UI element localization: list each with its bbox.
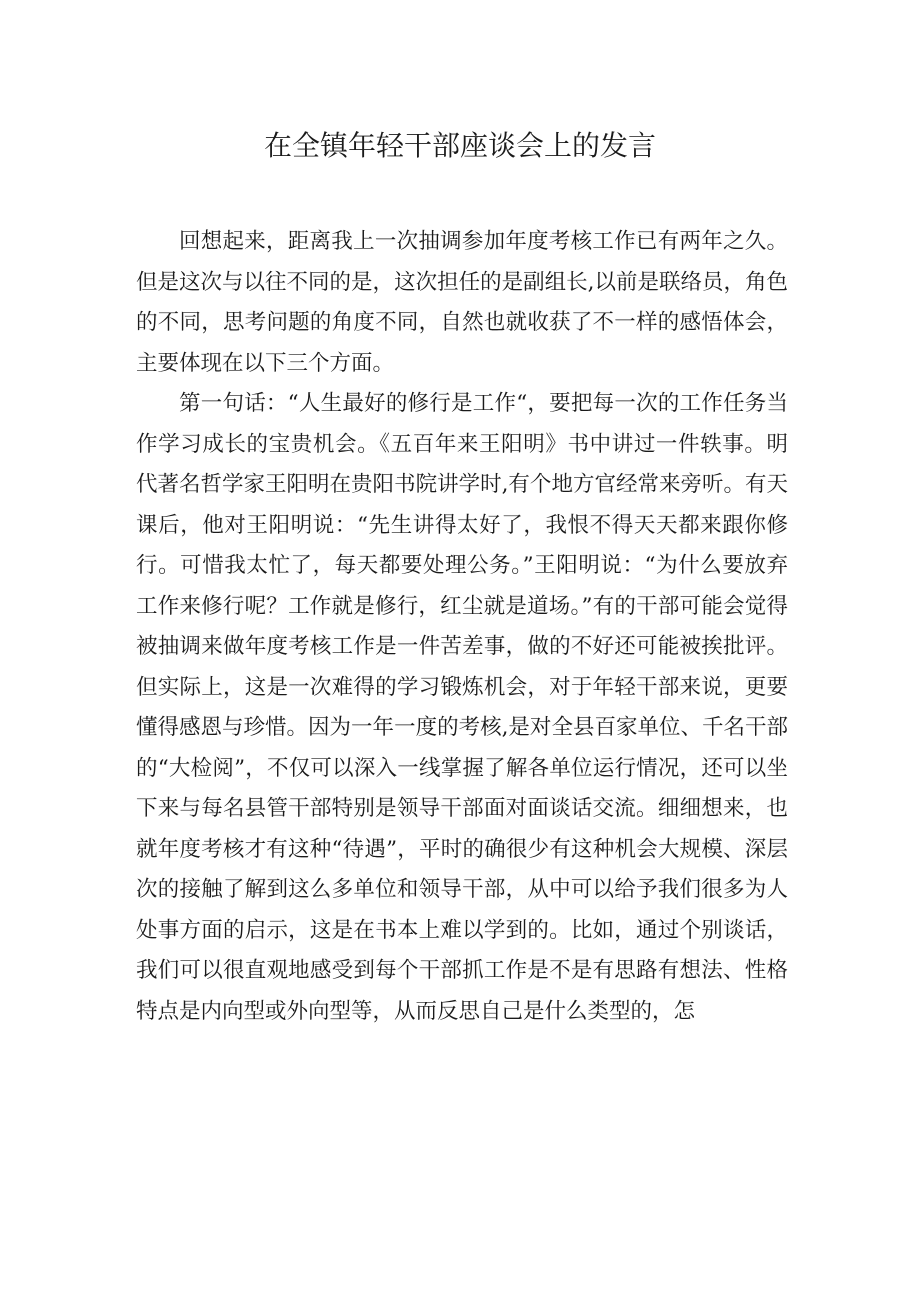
document-body (136, 222, 788, 1032)
document-title: 在全镇年轻干部座谈会上的发言 (263, 129, 656, 162)
paragraph-intro: 回想起来，距离我上一次抽调参加年度考核工作已有两年之久。但是这次与以往不同的是，这次担任的是副组长,以前是联络员，角色的不同，思考问题的角度不同，自然也就收获了不一样的感悟体会，主要体现在以下三个方面。 (136, 229, 788, 376)
paragraph-first-point: 第一句话：“人生最好的修行是工作“，要把每一次的工作任务当作学习成长的宝贵机会。《五百年来王阳明》书中讲过一件轶事。明代著名哲学家王阳明在贵阳书院讲学时,有个地方官经常来旁听。有天课后，他对王阳明说：“先生讲得太好了，我恨不得天天都来跟你修行。可惜我太忙了，每天都要处理公务。”王阳明说：“为什么要放弃工作来修行呢？工作就是修行，红尘就是道场。”有的干部可能会觉得被抽调来做年度考核工作是一件苦差事，做的不好还可能被挨批评。但实际上，这是一次难得的学习锻炼机会，对于年轻干部来说，更要懂得感恩与珍惜。因为一年一度的考核,是对全县百家单位、千名干部的“大检阅”，不仅可以深入一线掌握了解各单位运行情况，还可以坐下来与每名县管干部特别是领导干部面对面谈话交流。细细想来，也就年度考核才有这种“待遇”，平时的确很少有这种机会大规模、深层次的接触了解到这么多单位和领导干部，从中可以给予我们很多为人处事方面的启示，这是在书本上难以学到的。比如，通过个别谈话，我们可以很直观地感受到每个干部抓工作是不是有思路有想法、性格特点是内向型或外向型等，从而反思自己是什么类型的，怎 (136, 391, 788, 1024)
